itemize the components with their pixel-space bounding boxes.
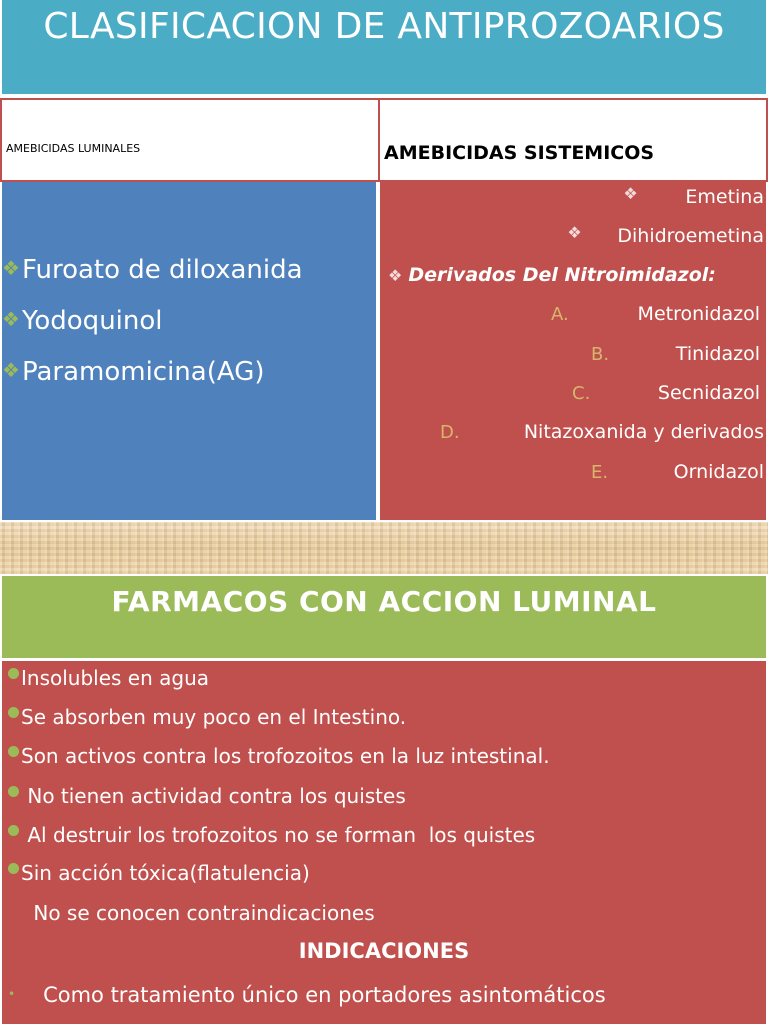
property-text: Son activos contra los trofozoitos en la luz intestinal. (21, 744, 550, 768)
diamond-bullet-icon: ❖ (2, 307, 20, 331)
property-text: Sin acción tóxica(flatulencia) (21, 861, 310, 885)
luminal-drug-name: Yodoquinol (21, 306, 163, 336)
luminal-drug-name: Furoato de diloxanida (21, 255, 303, 285)
sub-item-letter: D. (440, 422, 460, 443)
diamond-bullet-icon: ❖ (2, 256, 20, 280)
header-cell-systemic (378, 98, 768, 182)
sub-item-letter: B. (591, 344, 610, 365)
list-item (2, 784, 406, 808)
bullet-dot-icon: • (8, 987, 16, 1001)
sub-item-name: Secnidazol (657, 382, 760, 404)
property-text: Al destruir los trofozoitos no se forman los quistes (21, 823, 536, 847)
list-item (2, 823, 535, 847)
diamond-bullet-icon: ❖ (567, 223, 582, 242)
sub-item-letter: C. (572, 383, 591, 404)
property-text: No se conocen contraindicaciones (27, 901, 375, 925)
properties-box (2, 661, 766, 1024)
list-item (2, 357, 264, 387)
list-item (2, 861, 310, 885)
sub-item-name: Ornidazol (673, 461, 764, 483)
list-item (388, 264, 716, 286)
section-banner (2, 576, 766, 658)
list-item (623, 184, 764, 208)
header-cell-luminal (0, 98, 379, 182)
diamond-bullet-icon: ❖ (388, 266, 403, 285)
systemic-drug-name: Dihidroemetina (617, 225, 764, 247)
sub-item-letter: A. (551, 304, 569, 325)
diamond-bullet-icon: ❖ (2, 358, 20, 382)
indications-title: INDICACIONES (298, 939, 470, 963)
luminal-drug-name: Paramomicina(AG) (21, 357, 265, 387)
list-item (567, 223, 764, 247)
decorative-texture-band (0, 522, 768, 574)
list-item (2, 744, 550, 768)
page-title: CLASIFICACION DE ANTIPROZOARIOS (43, 6, 725, 47)
list-item (27, 901, 375, 925)
group-title: Derivados Del Nitroimidazol: (408, 264, 716, 286)
property-text: Insolubles en agua (21, 666, 210, 690)
header-systemic-label: AMEBICIDAS SISTEMICOS (384, 142, 655, 164)
bullet-dot-icon (8, 707, 19, 718)
property-text: Se absorben muy poco en el Intestino. (21, 705, 407, 729)
section-title: FARMACOS CON ACCION LUMINAL (111, 585, 657, 618)
list-item (2, 306, 163, 336)
indication-text: Como tratamiento único en portadores asintomáticos (43, 983, 606, 1007)
bullet-dot-icon (8, 668, 19, 679)
list-item (2, 983, 606, 1007)
sub-item-name: Tinidazol (675, 343, 760, 365)
bullet-dot-icon (8, 746, 19, 757)
diamond-bullet-icon: ❖ (623, 184, 638, 203)
sub-item-letter: E. (591, 462, 609, 483)
sub-item-name: Nitazoxanida y derivados (523, 421, 764, 443)
list-item (2, 255, 303, 285)
header-luminal-label: AMEBICIDAS LUMINALES (6, 142, 141, 155)
property-text: No tienen actividad contra los quistes (21, 784, 406, 808)
systemic-drug-name: Emetina (685, 186, 764, 208)
title-banner (2, 0, 766, 94)
list-item (2, 705, 406, 729)
bullet-dot-icon (8, 825, 19, 836)
bullet-dot-icon (8, 863, 19, 874)
bullet-dot-icon (8, 786, 19, 797)
sub-item-name: Metronidazol (637, 303, 760, 325)
systemic-drugs-box (380, 182, 766, 520)
list-item (2, 666, 209, 690)
luminal-drugs-box (2, 182, 376, 520)
